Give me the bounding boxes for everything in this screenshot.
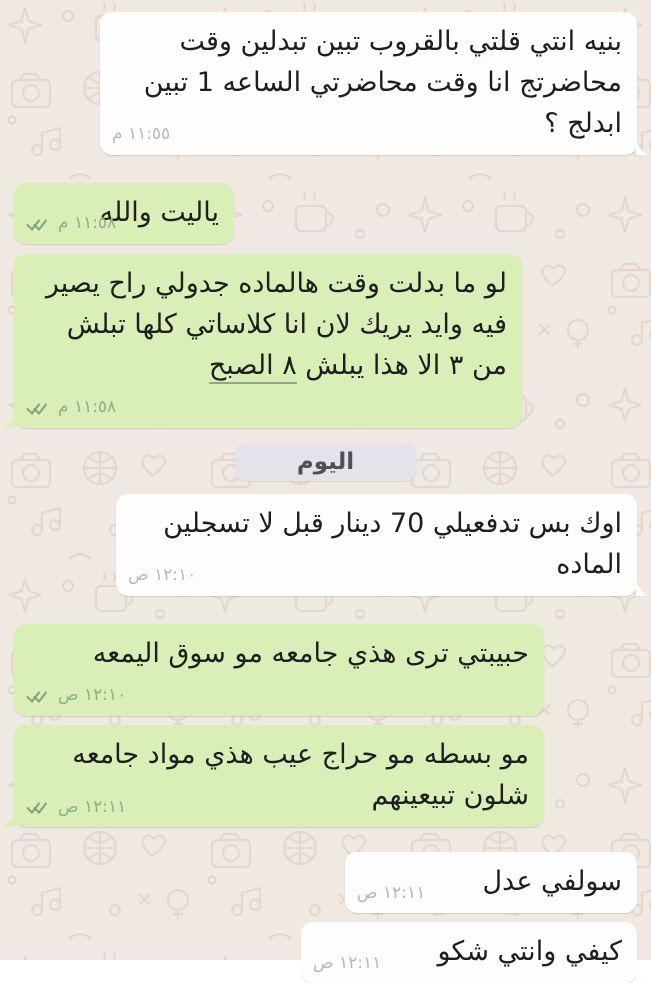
message-time: ١٢:١٠ ص	[58, 685, 127, 706]
message-row	[14, 725, 637, 827]
double-check-icon	[26, 689, 53, 704]
date-divider-pill: اليوم	[235, 443, 416, 481]
message-time: ١٢:١١ ص	[357, 882, 426, 903]
double-check-icon	[26, 217, 53, 232]
bubble-tail	[636, 139, 649, 155]
outgoing-message-bubble[interactable]	[14, 183, 234, 244]
message-time: ١١:٥٨ م	[58, 213, 117, 234]
message-time: ١١:٥٨ م	[58, 397, 117, 418]
message-meta	[26, 395, 116, 421]
double-check-icon	[26, 401, 53, 416]
incoming-message-bubble[interactable]	[116, 494, 637, 596]
message-text: مو بسطه مو حراج عيب هذي مواد جامعه شلون تبيعينهم	[72, 739, 529, 812]
outgoing-message-bubble[interactable]	[14, 725, 544, 827]
double-check-icon	[26, 800, 53, 815]
message-text: بنيه انتي قلتي بالقروب تبين تبدلين وقت محاضرتج انا وقت محاضرتي الساعه 1 تبين ابدلج ؟	[143, 26, 622, 140]
bubble-tail	[636, 967, 649, 983]
message-text-main: لو ما بدلت وقت هالماده جدولي راح يصير فيه وايد يريك لان انا كلاساتي كلها تبلش من ٣ الا هذا يبلش	[45, 268, 507, 382]
incoming-message-bubble[interactable]	[345, 852, 637, 913]
message-meta	[26, 795, 126, 821]
message-meta	[357, 881, 425, 907]
message-meta	[26, 211, 116, 237]
incoming-message-bubble[interactable]	[301, 922, 637, 983]
bubble-tail	[2, 811, 15, 827]
date-divider-row	[14, 443, 637, 481]
outgoing-message-bubble[interactable]	[14, 254, 522, 428]
bubble-tail	[2, 412, 15, 428]
message-meta	[313, 951, 381, 977]
message-meta	[112, 122, 170, 148]
message-row	[14, 494, 637, 596]
message-time: ١١:٥٥ م	[112, 124, 171, 145]
bubble-tail	[636, 580, 649, 596]
message-time: ١٢:١٠ ص	[128, 565, 197, 586]
message-text	[29, 263, 507, 386]
incoming-message-bubble[interactable]	[100, 12, 637, 155]
message-row	[14, 183, 637, 244]
message-row	[14, 852, 637, 913]
message-time: ١٢:١١ ص	[58, 796, 127, 817]
message-row	[14, 922, 637, 983]
message-row	[14, 254, 637, 428]
message-text: اوك بس تدفعيلي 70 دينار قبل لا تسجلين الماده	[163, 508, 622, 581]
message-text: كيفي وانتي شكو	[437, 936, 622, 968]
message-row	[14, 624, 637, 716]
detected-time-link[interactable]: ٨ الصبح	[209, 350, 297, 384]
message-text: حبيبتي ترى هذي جامعه مو سوق اليمعه	[92, 638, 529, 670]
message-meta	[26, 683, 126, 709]
message-row	[14, 12, 637, 155]
message-text: ياليت والله	[99, 197, 219, 229]
message-text: سولفي عدل	[482, 866, 622, 898]
message-meta	[128, 563, 196, 589]
message-time: ١٢:١١ ص	[313, 952, 382, 973]
outgoing-message-bubble[interactable]	[14, 624, 544, 716]
